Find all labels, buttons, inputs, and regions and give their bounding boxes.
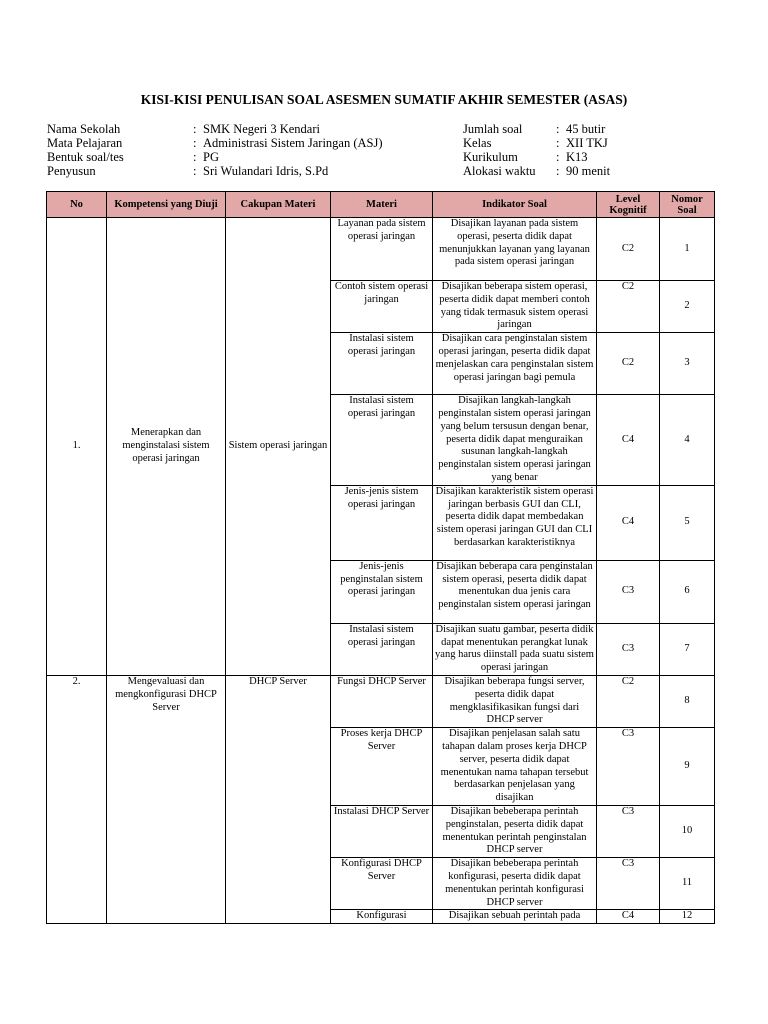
info-row	[47, 123, 383, 137]
group-kompetensi-cell: Mengevaluasi dan mengkonfigurasi DHCP Server	[107, 675, 226, 923]
materi-cell: Instalasi sistem operasi jaringan	[331, 333, 433, 395]
indikator-cell: Disajikan langkah-langkah penginstalan sistem operasi jaringan yang belum tersusun dengan benar, peserta didik dapat menguraikan susunan langkah-langkah penginstalan sistem operasi jaringan yang benar	[433, 395, 597, 486]
info-separator: :	[193, 163, 197, 178]
nomor-cell: 6	[660, 560, 715, 623]
indikator-cell: Disajikan beberapa cara penginstalan sistem operasi, peserta didik dapat menentukan dua jenis cara penginstalan sistem operasi jaringan	[433, 560, 597, 623]
indikator-cell: Disajikan suatu gambar, peserta didik dapat menentukan perangkat lunak yang harus diinstall pada suatu sistem operasi jaringan	[433, 623, 597, 675]
nomor-cell: 5	[660, 485, 715, 560]
nomor-cell: 3	[660, 333, 715, 395]
nomor-cell: 8	[660, 675, 715, 727]
level-cell: C4	[597, 485, 660, 560]
indikator-cell: Disajikan sebuah perintah pada	[433, 910, 597, 924]
level-cell: C2	[597, 333, 660, 395]
document-title: KISI-KISI PENULISAN SOAL ASESMEN SUMATIF AKHIR SEMESTER (ASAS)	[140, 92, 628, 107]
table-row	[47, 218, 715, 281]
info-row	[463, 151, 610, 165]
info-separator: :	[193, 135, 197, 150]
info-label: Bentuk soal/tes	[47, 149, 124, 164]
info-value: Administrasi Sistem Jaringan (ASJ)	[203, 135, 383, 150]
table-row	[47, 675, 715, 727]
header-materi: Materi	[331, 192, 433, 218]
info-label: Alokasi waktu	[463, 163, 536, 178]
header-cakupan: Cakupan Materi	[226, 192, 331, 218]
indikator-cell: Disajikan cara penginstalan sistem operasi jaringan, peserta didik dapat menjelaskan cara penginstalan sistem operasi jaringan bagi pemula	[433, 333, 597, 395]
level-cell: C2	[597, 218, 660, 281]
level-cell: C4	[597, 395, 660, 486]
materi-cell: Fungsi DHCP Server	[331, 675, 433, 727]
info-label: Penyusun	[47, 163, 96, 178]
info-separator: :	[556, 122, 560, 136]
group-kompetensi-cell: Menerapkan dan menginstalasi sistem operasi jaringan	[107, 218, 226, 676]
materi-cell: Konfigurasi	[331, 910, 433, 924]
header-kompetensi: Kompetensi yang Diuji	[107, 192, 226, 218]
materi-cell: Contoh sistem operasi jaringan	[331, 281, 433, 333]
materi-cell: Jenis-jenis sistem operasi jaringan	[331, 485, 433, 560]
info-value: K13	[566, 149, 588, 164]
info-value: Sri Wulandari Idris, S.Pd	[203, 163, 329, 178]
nomor-cell: 7	[660, 623, 715, 675]
group-no-cell: 2.	[47, 675, 107, 923]
kisi-kisi-table	[46, 191, 715, 924]
indikator-cell: Disajikan penjelasan salah satu tahapan dalam proses kerja DHCP server, peserta didik dapat menentukan nama tahapan tersebut berdasarkan penjelasan yang disajikan	[433, 728, 597, 806]
nomor-cell: 2	[660, 281, 715, 333]
info-separator: :	[556, 149, 560, 164]
group-no-cell: 1.	[47, 218, 107, 676]
level-cell: C3	[597, 623, 660, 675]
info-row	[463, 123, 610, 137]
nomor-cell: 10	[660, 805, 715, 857]
materi-cell: Instalasi sistem operasi jaringan	[331, 395, 433, 486]
info-row	[47, 151, 383, 165]
header-level: Level Kognitif	[597, 192, 660, 218]
info-separator: :	[556, 135, 560, 150]
info-row	[47, 137, 383, 151]
info-separator: :	[193, 122, 197, 136]
nomor-cell: 9	[660, 728, 715, 806]
indikator-cell: Disajikan bebeberapa perintah penginstalan, peserta didik dapat menentukan perintah penginstalan DHCP server	[433, 805, 597, 857]
info-value: SMK Negeri 3 Kendari	[203, 122, 320, 136]
info-value: XII TKJ	[566, 135, 608, 150]
group-cakupan-cell: Sistem operasi jaringan	[226, 218, 331, 676]
info-value: PG	[203, 149, 219, 164]
info-label: Jumlah soal	[463, 122, 523, 136]
header-indikator: Indikator Soal	[433, 192, 597, 218]
level-cell: C2	[597, 281, 660, 333]
indikator-cell: Disajikan layanan pada sistem operasi, peserta didik dapat menunjukkan layanan yang layanan pada sistem operasi jaringan	[433, 218, 597, 281]
indikator-cell: Disajikan bebeberapa perintah konfigurasi, peserta didik dapat menentukan perintah konfigurasi DHCP server	[433, 858, 597, 910]
info-label: Mata Pelajaran	[47, 135, 123, 150]
level-cell: C3	[597, 858, 660, 910]
indikator-cell: Disajikan beberapa fungsi server, peserta didik dapat mengklasifikasikan fungsi dari DHCP server	[433, 675, 597, 727]
materi-cell: Instalasi sistem operasi jaringan	[331, 623, 433, 675]
materi-cell: Jenis-jenis penginstalan sistem operasi jaringan	[331, 560, 433, 623]
level-cell: C4	[597, 910, 660, 924]
info-value: 90 menit	[566, 163, 611, 178]
nomor-cell: 1	[660, 218, 715, 281]
header-nomor: Nomor Soal	[660, 192, 715, 218]
info-label: Nama Sekolah	[47, 122, 121, 136]
materi-cell: Instalasi DHCP Server	[331, 805, 433, 857]
nomor-cell: 11	[660, 858, 715, 910]
info-separator: :	[556, 163, 560, 178]
info-value: 45 butir	[566, 122, 606, 136]
info-row	[463, 165, 610, 179]
info-right	[463, 123, 610, 179]
header-no: No	[47, 192, 107, 218]
group-cakupan-cell: DHCP Server	[226, 675, 331, 923]
level-cell: C2	[597, 675, 660, 727]
nomor-cell: 4	[660, 395, 715, 486]
info-label: Kelas	[463, 135, 492, 150]
level-cell: C3	[597, 560, 660, 623]
info-separator: :	[193, 149, 197, 164]
nomor-cell: 12	[660, 910, 715, 924]
table-header-row	[47, 192, 715, 218]
info-row	[47, 165, 383, 179]
materi-cell: Proses kerja DHCP Server	[331, 728, 433, 806]
info-left	[47, 123, 383, 179]
info-label: Kurikulum	[463, 149, 518, 164]
materi-cell: Konfigurasi DHCP Server	[331, 858, 433, 910]
materi-cell: Layanan pada sistem operasi jaringan	[331, 218, 433, 281]
info-row	[463, 137, 610, 151]
level-cell: C3	[597, 728, 660, 806]
indikator-cell: Disajikan karakteristik sistem operasi jaringan berbasis GUI dan CLI, peserta didik dapat membedakan sistem operasi jaringan GUI dan CLI berdasarkan karakteristiknya	[433, 485, 597, 560]
indikator-cell: Disajikan beberapa sistem operasi, peserta didik dapat memberi contoh yang tidak termasuk sistem operasi jaringan	[433, 281, 597, 333]
level-cell: C3	[597, 805, 660, 857]
